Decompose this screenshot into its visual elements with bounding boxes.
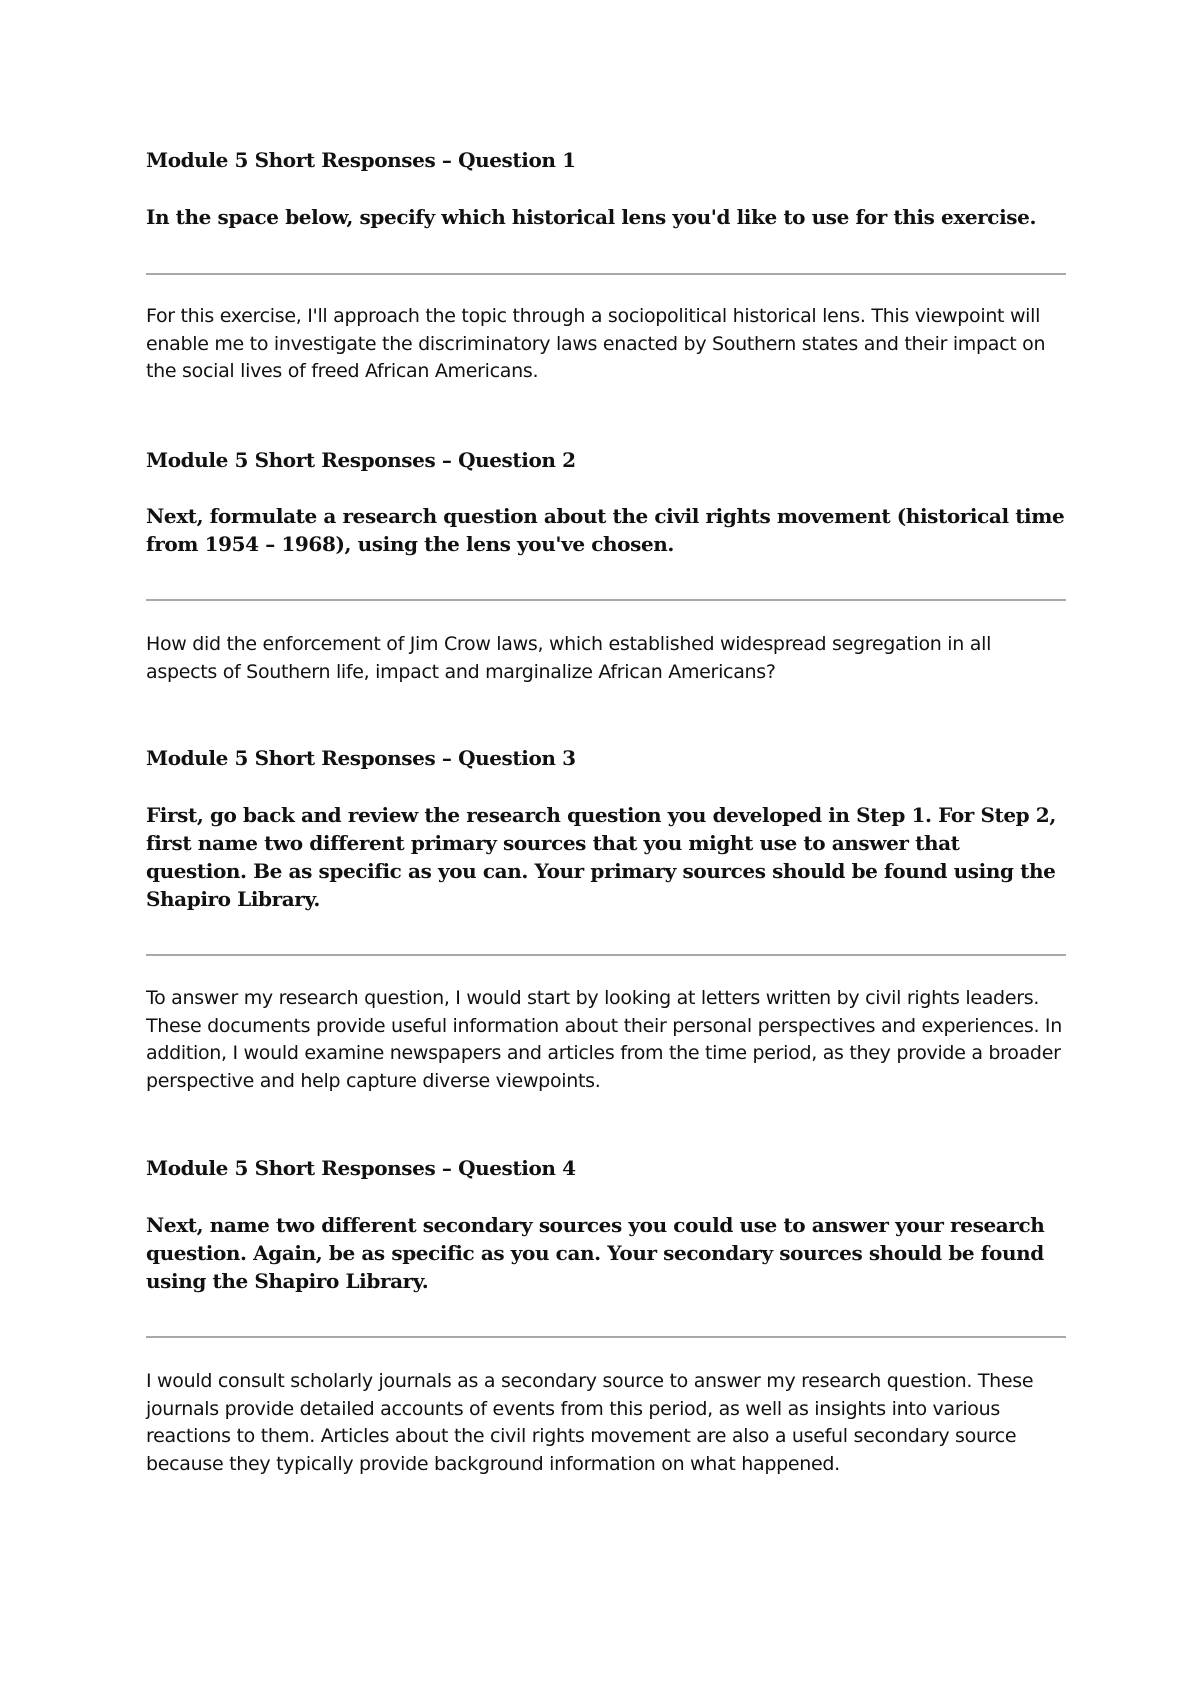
question-4-heading: Module 5 Short Responses – Question 4 bbox=[146, 1156, 576, 1180]
question-4-prompt-block bbox=[146, 1211, 1066, 1295]
question-3-prompt: First, go back and review the research question you developed in Step 1. For Step 2, first name two different primary sources that you might use to answer that question. Be as specific as you can. Your primary sources should be found using the Shapiro Library. bbox=[146, 803, 1056, 911]
question-3-block bbox=[146, 744, 1066, 772]
question-2-prompt-block bbox=[146, 502, 1066, 558]
question-1-prompt: In the space below, specify which historical lens you'd like to use for this exercise. bbox=[146, 205, 1037, 229]
question-4-block bbox=[146, 1154, 1066, 1182]
question-1-heading: Module 5 Short Responses – Question 1 bbox=[146, 148, 576, 172]
question-2-prompt: Next, formulate a research question about the civil rights movement (historical time from 1954 – 1968), using the lens you've chosen. bbox=[146, 504, 1065, 556]
question-4-prompt: Next, name two different secondary sources you could use to answer your research question. Again, be as specific as you can. Your secondary sources should be found using the Shapiro Library. bbox=[146, 1213, 1045, 1293]
question-2-block bbox=[146, 446, 1066, 474]
answer-divider-2 bbox=[146, 599, 1066, 601]
answer-divider-4 bbox=[146, 1336, 1066, 1338]
question-1-block bbox=[146, 146, 1066, 174]
question-3-answer: To answer my research question, I would start by looking at letters written by civil rights leaders. These documents provide useful information about their personal perspectives and experiences. In addition, I would examine newspapers and articles from the time period, as they provide a broader perspective and help capture diverse viewpoints. bbox=[146, 987, 1062, 1092]
answer-divider-3 bbox=[146, 954, 1066, 956]
question-2-answer: How did the enforcement of Jim Crow laws, which established widespread segregation in all aspects of Southern life, impact and marginalize African Americans? bbox=[146, 633, 992, 683]
question-4-answer: I would consult scholarly journals as a secondary source to answer my research question. These journals provide detailed accounts of events from this period, as well as insights into various reactions to them. Articles about the civil rights movement are also a useful secondary source because they typically provide background information on what happened. bbox=[146, 1370, 1034, 1475]
question-3-prompt-block bbox=[146, 801, 1066, 913]
question-2-heading: Module 5 Short Responses – Question 2 bbox=[146, 448, 576, 472]
question-1-prompt-block bbox=[146, 203, 1066, 231]
answer-divider-1 bbox=[146, 273, 1066, 275]
question-3-heading: Module 5 Short Responses – Question 3 bbox=[146, 746, 576, 770]
question-1-answer: For this exercise, I'll approach the topic through a sociopolitical historical lens. This viewpoint will enable me to investigate the discriminatory laws enacted by Southern states and their impact on the social lives of freed African Americans. bbox=[146, 305, 1046, 382]
